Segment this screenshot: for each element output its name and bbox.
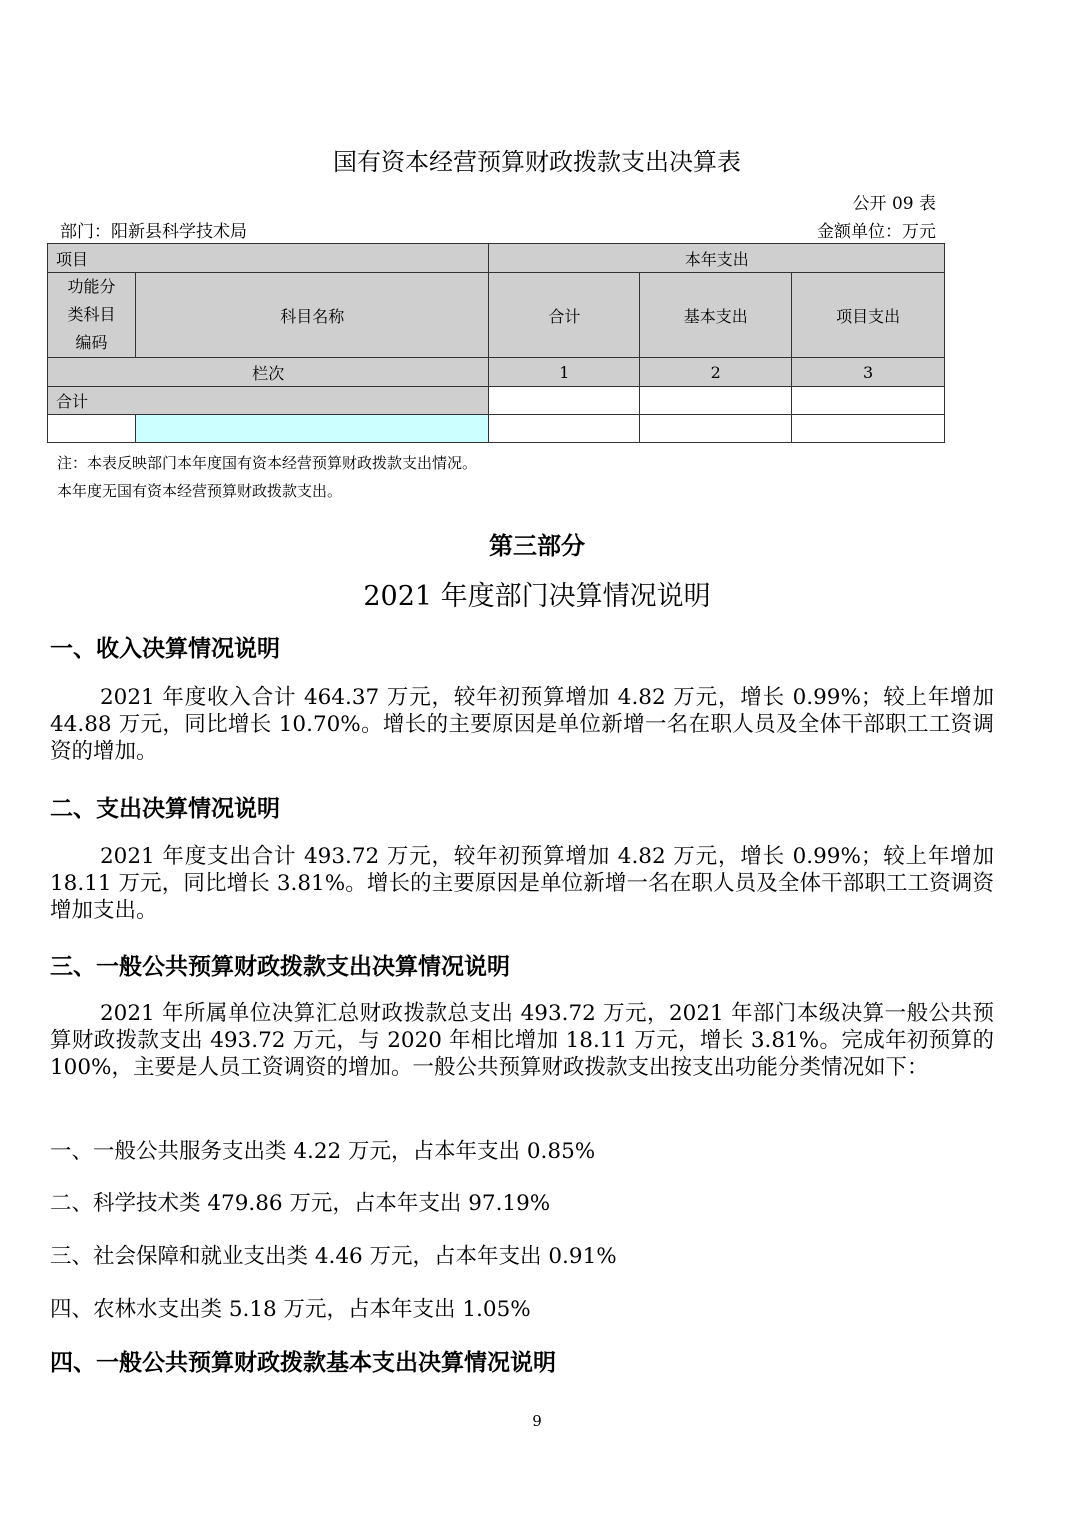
header-item: 项目 — [48, 244, 489, 273]
basic-cell — [640, 387, 792, 415]
header-function-code: 功能分类科目编码 — [48, 273, 136, 358]
table-row — [48, 415, 945, 443]
header-project-expenditure: 项目支出 — [792, 273, 945, 358]
column-index-2: 2 — [640, 358, 792, 387]
header-total: 合计 — [489, 273, 640, 358]
column-index-3: 3 — [792, 358, 945, 387]
code-cell — [48, 415, 136, 443]
header-year-expenditure: 本年支出 — [489, 244, 945, 273]
section-4-heading: 四、一般公共预算财政拨款基本支出决算情况说明 — [50, 1349, 556, 1376]
table-note-2: 本年度无国有资本经营预算财政拨款支出。 — [57, 482, 343, 500]
table-note: 注：本表反映部门本年度国有资本经营预算财政拨款支出情况。 — [57, 454, 478, 472]
table-header-row — [48, 244, 945, 273]
column-index-label: 栏次 — [48, 358, 489, 387]
part-title: 第三部分 — [489, 531, 585, 560]
total-label: 合计 — [48, 387, 489, 415]
list-item: 四、农林水支出类 5.18 万元，占本年支出 1.05% — [50, 1297, 531, 1322]
name-cell — [135, 415, 489, 443]
basic-cell — [640, 415, 792, 443]
project-cell — [792, 387, 945, 415]
amount-unit-label: 金额单位：万元 — [817, 222, 936, 242]
main-title: 2021 年度部门决算情况说明 — [363, 581, 711, 612]
total-cell — [489, 415, 640, 443]
section-3-heading: 三、一般公共预算财政拨款支出决算情况说明 — [50, 953, 510, 980]
department-label: 部门：阳新县科学技术局 — [60, 222, 247, 242]
total-cell — [489, 387, 640, 415]
table-id: 公开 09 表 — [852, 194, 936, 214]
table-subheader-row — [48, 273, 945, 358]
table-title: 国有资本经营预算财政拨款支出决算表 — [333, 148, 741, 176]
total-row — [48, 387, 945, 415]
project-cell — [792, 415, 945, 443]
page-number: 9 — [532, 1412, 542, 1430]
section-2-heading: 二、支出决算情况说明 — [50, 795, 280, 822]
section-1-heading: 一、收入决算情况说明 — [50, 635, 280, 662]
column-index-row — [48, 358, 945, 387]
header-subject-name: 科目名称 — [135, 273, 489, 358]
column-index-1: 1 — [489, 358, 640, 387]
list-item: 一、一般公共服务支出类 4.22 万元，占本年支出 0.85% — [50, 1139, 596, 1164]
header-basic-expenditure: 基本支出 — [640, 273, 792, 358]
section-3-paragraph: 2021 年所属单位决算汇总财政拨款总支出 493.72 万元，2021 年部门本级决算一般公共预算财政拨款支出 493.72 万元，与 2020 年相比增加 18.11 万元，增长 3.81%。完成年初预算的 100%，主要是人员工资调资的增加。一般公共预算财政拨款支出按支出功能分类情况如下： — [50, 1001, 994, 1080]
list-item: 二、科学技术类 479.86 万元，占本年支出 97.19% — [50, 1191, 551, 1216]
section-2-paragraph: 2021 年度支出合计 493.72 万元，较年初预算增加 4.82 万元，增长 0.99%；较上年增加 18.11 万元，同比增长 3.81%。增长的主要原因是单位新增一名在职人员及全体干部职工工资调资增加支出。 — [50, 844, 994, 923]
list-item: 三、社会保障和就业支出类 4.46 万元，占本年支出 0.91% — [50, 1244, 617, 1269]
section-1-paragraph: 2021 年度收入合计 464.37 万元，较年初预算增加 4.82 万元，增长 0.99%；较上年增加 44.88 万元，同比增长 10.70%。增长的主要原因是单位新增一名在职人员及全体干部职工工资调资的增加。 — [50, 685, 994, 764]
expenditure-table — [47, 243, 945, 443]
